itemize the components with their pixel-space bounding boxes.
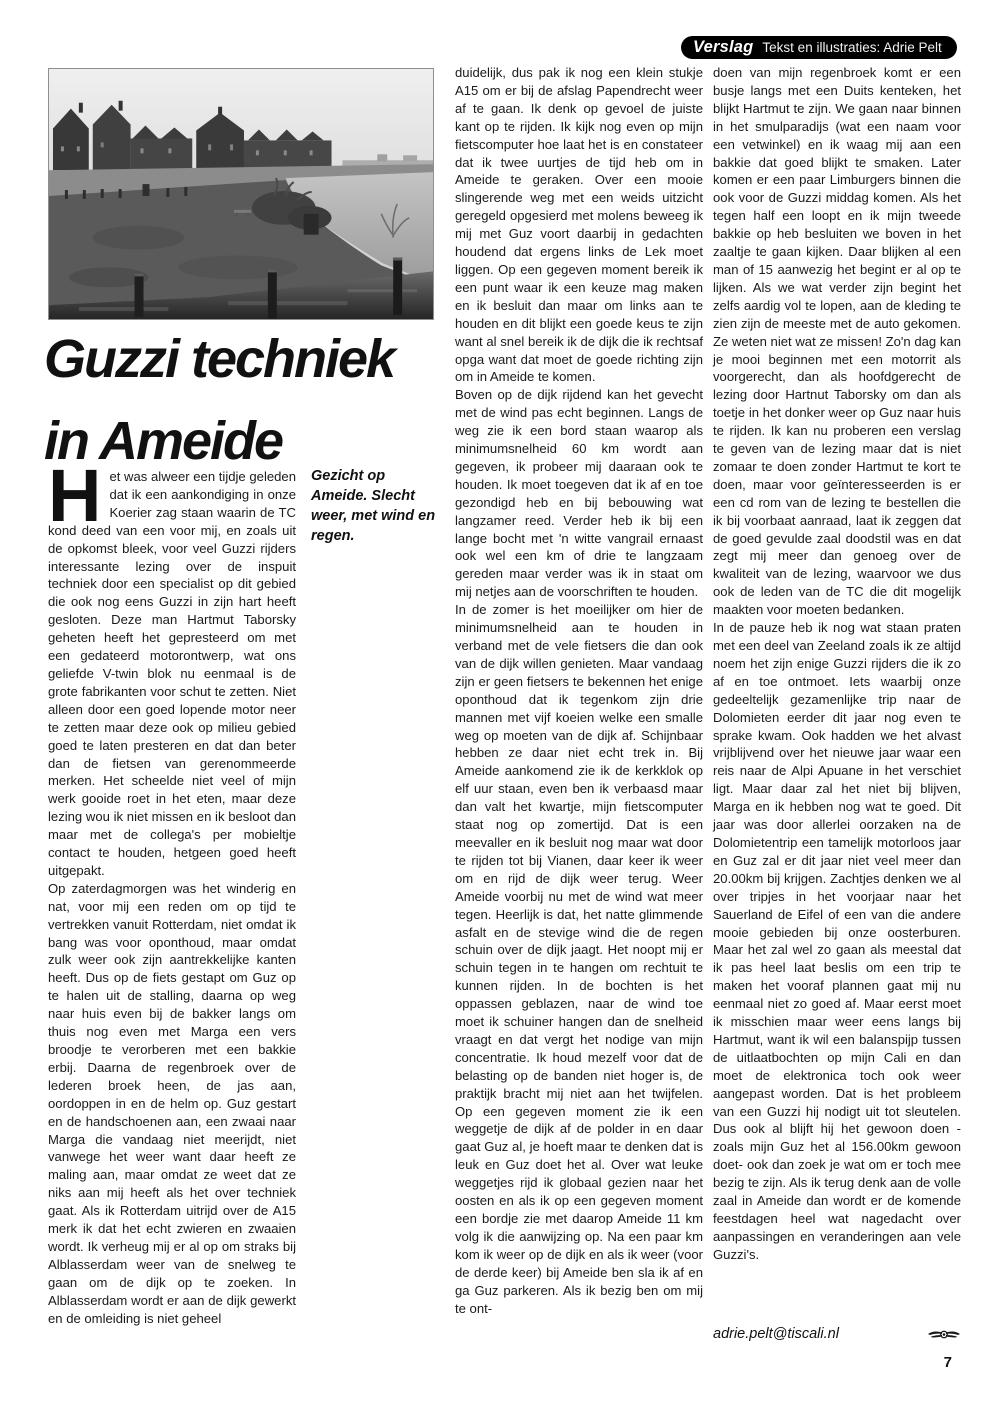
photo-caption: Gezicht op Ameide. Slecht weer, met wind en regen.	[311, 468, 436, 544]
text-column-2	[455, 64, 703, 1317]
article-credit: Tekst en illustraties: Adrie Pelt	[762, 40, 942, 55]
section-header-bar	[681, 36, 957, 59]
paragraph: doen van mijn regenbroek komt er een busje langs met een Duits kenteken, het blijkt Hartmut te zijn. We gaan naar binnen in het smulparadijs (wat een naam voor een vetwinkel) en ik waag mij aan een bakkie dat goed blijkt te smaken. Later komen er een paar Limburgers binnen die ook voor de Guzzi middag komen. Als het tegen half een loopt en ik mijn tweede bakkie op heb besluiten we boven in het zaaltje te gaan kijken. Daar blijken al een man of 15 aanwezig het begint er al op te lijken. Als we wat verder zijn begint het zelfs aardig vol te lopen, aan de kleding te zien zijn de meeste met de auto gekomen. Ze weten niet wat ze missen! Zo'n dag kan je mooi beginnen met een motorrit als voorgerecht, dan als hoofdgerecht de lezing door Hartnut Taborsky om dan als toetje in het donker weer op Guz naar huis te rijden. Ik kan nu proberen een verslag te geven van de lezing maar dat is niet zomaar te doen zonder Hartmut te kort te doen, maar voor geïnteresseerden is er een cd rom van de lezing te bestellen die ik bij voorbaat aanraad, laat ik zeggen dat de goed gevulde zaal doodstil was en dat zegt mij meer dan genoeg over de kwaliteit van de lezing, waarvoor we dus ook de leden van de TC die dit mogelijk maakten voor moeten bedanken.	[713, 65, 961, 618]
photo-ameide	[48, 68, 434, 320]
text-column-1	[48, 454, 296, 1328]
author-email: adrie.pelt@tiscali.nl	[713, 1326, 839, 1342]
paragraph: In de zomer is het moeilijker om hier de minimumsnelheid aan te houden in verband met de vele fietsers die dan ook van de dijk willen genieten. Maar vandaag zijn er geen fietsers te bekennen het enige oponthoud dat ik tegenkom zijn drie mannen met vijf koeien welke een smalle weg op moeten van de dijk af. Schijnbaar hebben ze daar niet echt trek in. Bij Ameide aankomend zie ik de kerkklok op elf uur staan, even ben ik verbaasd maar dan valt het kwartje, mijn fietscomputer staat nog op zomertijd. Dat is een meevaller en ik besluit nog maar wat door te rijden tot bij Vianen, daar keer ik weer om en rijd de dijk weer terug. Weer Ameide voorbij nu met de wind wat meer tegen. Heerlijk is dat, het natte glimmende asfalt en de stevige wind die de regen schuin over de dijk jaagt. Het noopt mij er schuin tegen in te hangen om rechtuit te kunnen rijden. In de bochten is het oppassen geblazen, naar de wind toe moet ik schuiner hangen dan de snelheid vraagt en dat vergt het nodige van mijn concentratie. Ik houd mezelf voor dat de belasting op de banden niet hoger is, de praktijk bracht mij niet aan het twijfelen. Op een gegeven moment zie ik een weggetje de dijk af de polder in en daar gaat Guz al, je hoeft maar te denken dat is leuk en Guz doet het al. Over wat leuke weggetjes rijd ik globaal gezien naar het oosten en als ik op een gegeven moment een bordje zie met daarop Ameide 11 km volg ik die aanwijzing op. Na een paar km kom ik weer op de dijk en als ik weer (voor de derde keer) bij Ameide ben sla ik af en ga Guz parkeren. Als ik bezig ben om mij te ont-	[455, 602, 703, 1316]
paragraph-text: et was alweer een tijdje geleden dat ik een aankondiging in onze Koerier zag staan waarin de TC kond deed van een voor mij, en zoals uit de opkomst bleek, voor veel Guzzi rijders interessante lezing over de inspuit techniek door een specialist op dit gebied die ook nog eens Guzzi in zijn hart heeft gesloten. Deze man Hartmut Taborsky geheten heeft het gepresteerd om met een gedateerd motorontwerp, wat ons geliefde V-twin blok nu eenmaal is de grote fabrikanten voor schut te zetten. Niet alleen door een goed lopende motor neer te zetten maar deze ook op milieu gebied goed te laten presteren en dat dan beter dan de fietsen van gerenommeerde merken. Het scheelde niet veel of mijn werk gooide roet in het eten, maar deze lezing wou ik niet missen en ik besloot dan maar met de collega's per mobieltje contact te houden, hetgeen goed heeft uitgepakt.	[48, 469, 296, 878]
paragraph: Op zaterdagmorgen was het winderig en nat, voor mij een reden om op tijd te vertrekken vanuit Rotterdam, niet omdat ik bang was voor oponthoud, maar omdat zulk weer ook zijn aantrekkelijke kanten heeft. Dus op de fiets gestapt om Guz op te halen uit de stalling, daarna op weg naar huis even bij de bakker langs om thuis nog even met Marga een vers broodje te verorberen met een bakkie erbij. Daarna de regenbroek over de lederen broek heen, de jas aan, oordoppen in en de helm op. Guz gestart en de handschoenen aan, een zwaai naar Marga die vandaag niet meerijdt, niet vanwege het weer want daar heeft ze maling aan, maar omdat ze weet dat ze niks aan mij heeft als het over techniek gaat. Als ik Rotterdam uitrijd over de A15 merk ik dat het echt zwieren en zwaaien wordt. Ik verheug mij er al op om straks bij Alblasserdam weer van de snelweg te gaan om de dijk op te zoeken. In Alblasserdam wordt er aan de dijk gewerkt en de omleiding is niet geheel	[48, 880, 296, 1326]
paragraph: duidelijk, dus pak ik nog een klein stukje A15 om er bij de afslag Papendrecht weer af te gaan. Ik denk op gevoel de juiste kant op te rijden. Ik kijk nog even op mijn fietscomputer hoe laat het is en constateer dat ik twee uurtjes de tijd heb om in Ameide te geraken. Over een mooie slingerende weg met een weids uitzicht geregeld opgesierd met molens beweeg ik mij met Guz voort daarbij in gedachten houdend dat ergens links de Lek moet liggen. Op een gegeven moment bereik ik een punt waar ik een keuze mag maken en ik besluit dan maar om links aan te houden en dit blijkt een goede keus te zijn want al snel bereik ik de dijk die ik rechtsaf opga want dat moet de goede richting zijn om in Ameide te komen.	[455, 65, 703, 385]
paragraph	[48, 454, 296, 880]
moto-guzzi-eagle-icon	[927, 1327, 961, 1342]
title-line-2: in Ameide	[44, 411, 283, 471]
photo-illustration	[49, 69, 433, 319]
drop-cap: H	[48, 454, 102, 537]
signature-row	[713, 1326, 961, 1342]
section-label: Verslag	[693, 38, 754, 56]
text-column-3	[713, 64, 961, 1264]
title-line-1: Guzzi techniek	[44, 329, 395, 389]
paragraph: Boven op de dijk rijdend kan het gevecht met de wind pas echt beginnen. Langs de weg zie ik een bord staan waarop als minimumsnelheid 60 km wordt aan gegeven, ik probeer mij daaraan ook te houden. Ik moet toegeven dat ik af en toe gezondigd heb en bij bebouwing wat langzamer reed. Verder heb ik bij een lange bocht met 'n witte vangrail ernaast ook wel een km of drie te langzaam gereden maar verder was ik in staat om mij netjes aan de voorschriften te houden.	[455, 387, 703, 600]
page-number: 7	[943, 1354, 952, 1371]
paragraph: In de pauze heb ik nog wat staan praten met een deel van Zeeland zoals ik ze altijd noem het zijn enige Guzzi rijders die ik zo af en toe ontmoet. Iets waarbij onze gedeeltelijk gezamenlijke trip naar de Dolomieten eerder dit jaar nog even te sprake kwam. Ook hadden we het alvast vrijblijvend over het nieuwe jaar waar een reis naar de Alpi Apuane in het verschiet ligt. Maar daar zal het niet bij blijven, Marga en ik hebben nog wat te goed. Dit jaar was door allerlei oorzaken na de Dolomietentrip een tamelijk motorloos jaar en Guz zal er dit jaar niet veel meer dan 20.00km bij krijgen. Zachtjes denken we al over tripjes in het voorjaar naar het Sauerland de Eifel of een van die andere mooie gebieden bij onze oosterburen. Maar het zal wel zo gaan als meestal dat ik pas heel laat beslis om een trip te maken het vooraf plannen gaat mij nu eenmaal niet zo goed af. Maar eerst moet ik misschien maar weer eens langs bij Hartmut, want ik wil een balanspijp tussen de uitlaatbochten op mijn Cali en dan moet de elektronica toch ook weer aangepast worden. Dat is het probleem van een Guzzi hij nodigt uit tot sleutelen. Dus ook al blijft hij het gewoon doen -zoals mijn Guz het al 156.00km gewoon doet- ook dan zoek je wat om er toch mee bezig te zijn. Als ik terug denk aan de volle zaal in Ameide dan wordt er de komende feestdagen heel wat nagedacht over aanpassingen en veranderingen aan vele Guzzi's.	[713, 620, 961, 1262]
